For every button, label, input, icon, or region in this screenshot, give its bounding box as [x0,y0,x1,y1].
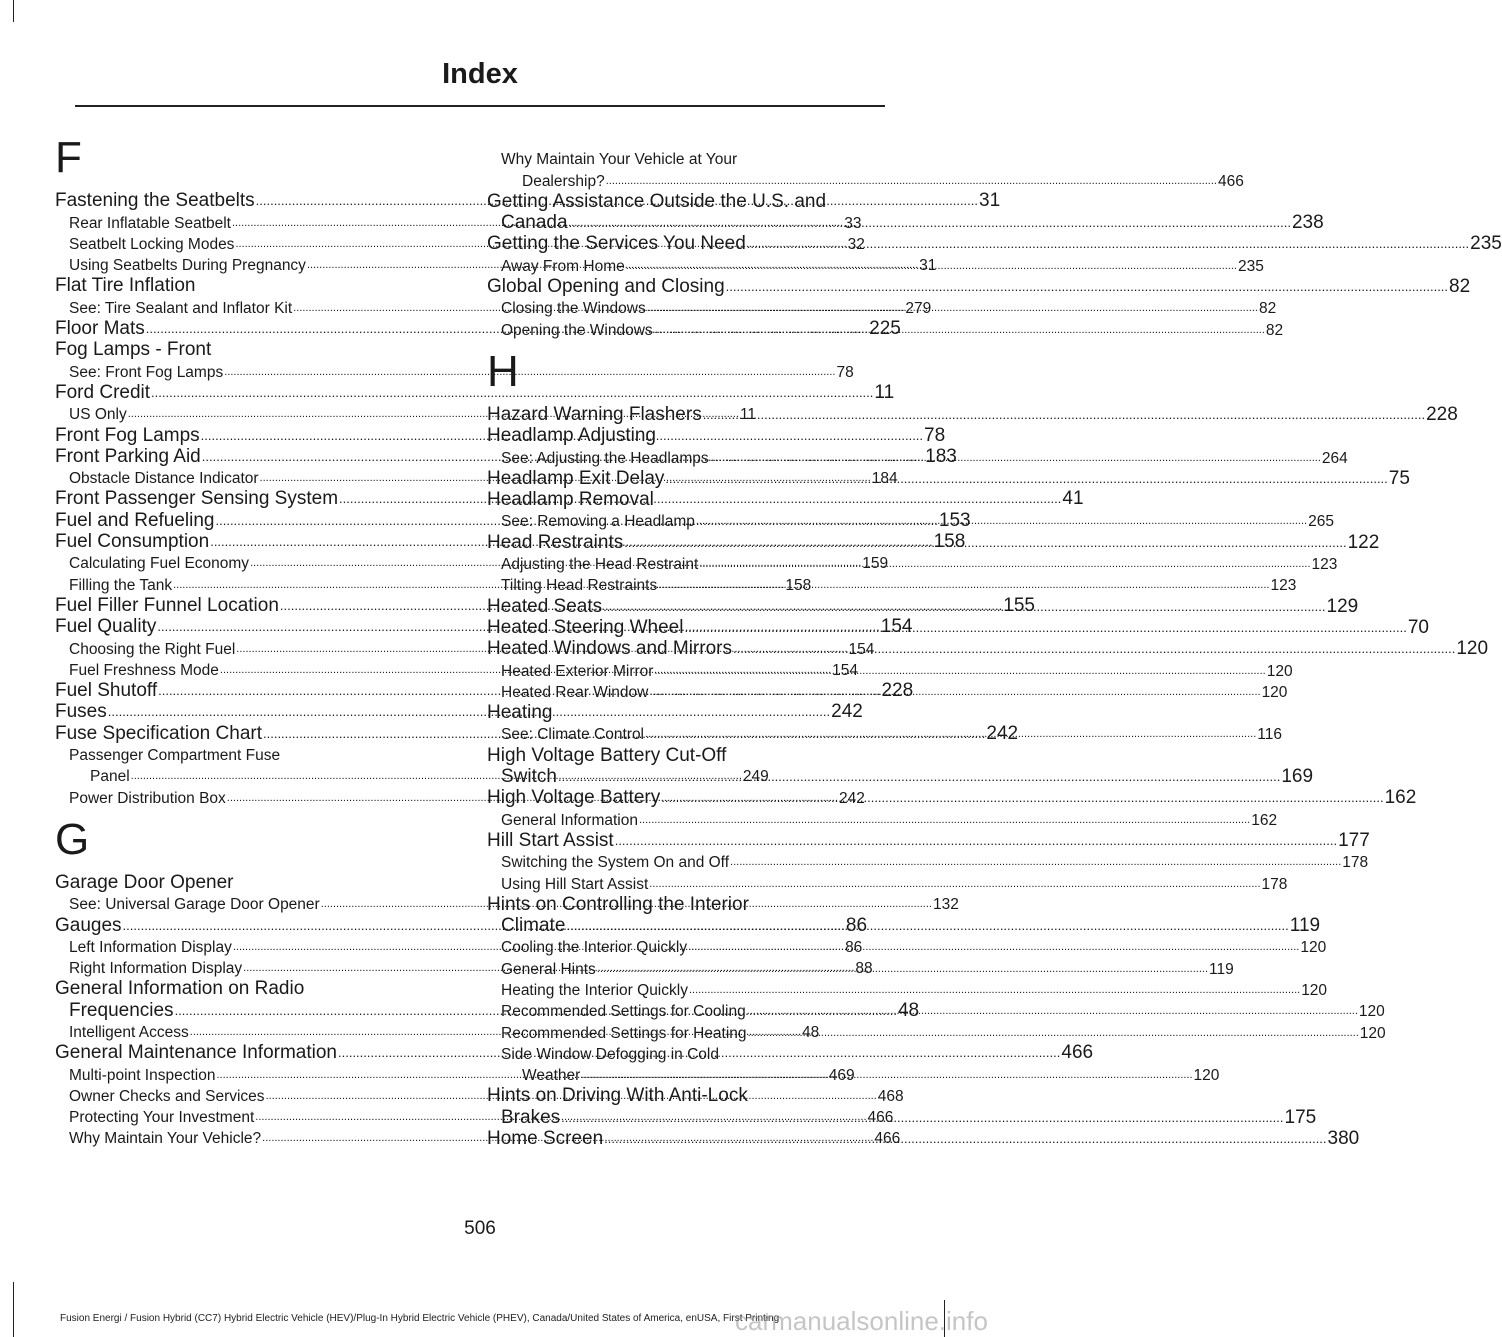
entry-text: Fog Lamps - Front [55,339,212,361]
entry-text: General Maintenance Information [55,1042,337,1064]
entry-text: Hill Start Assist [487,829,614,851]
dot-leader [639,809,1250,830]
dot-leader [658,574,1269,595]
index-entry [487,403,1458,425]
index-subentry [487,936,1327,957]
page-reference: 159 [862,555,889,573]
page-reference: 119 [1209,960,1234,978]
entry-text: Owner Checks and Services [69,1087,265,1105]
entry-text: Fuses [55,701,107,723]
page-reference: 120 [1456,638,1489,660]
crop-mark [13,0,14,22]
entry-text: General Information on Radio [55,978,305,1000]
page-reference: 48 [897,999,920,1021]
entry-text: Calculating Fuel Economy [69,555,250,573]
entry-text: Why Maintain Your Vehicle at Your [501,151,738,169]
entry-text: Recommended Settings for Heating [501,1024,747,1042]
page-reference: 169 [1281,766,1314,788]
page-reference: 120 [1193,1067,1220,1085]
page-reference: 242 [986,722,1019,744]
page-reference: 242 [831,701,863,723]
dot-leader [624,531,1346,553]
dot-leader [726,275,1448,297]
dot-leader [684,616,1406,638]
page-reference: 238 [1291,212,1324,234]
entry-text: Hints on Controlling the Interior [487,893,749,915]
page-reference: 466 [867,1109,894,1127]
entry-text: Getting the Services You Need [487,233,746,255]
index-entry [55,339,447,360]
index-subentry [487,851,1369,872]
dot-leader [661,786,1383,808]
index-subentry [55,360,854,381]
entry-text: Passenger Compartment Fuse [69,747,281,765]
index-subentry [487,574,1297,595]
page-reference: 123 [1311,556,1338,574]
entry-text: Power Distribution Box [69,789,226,807]
index-subentry [487,979,1328,1000]
index-entry [487,276,1471,298]
page-reference: 235 [1237,257,1264,275]
entry-text: See: Universal Garage Door Opener [69,896,320,914]
entry-text: Flat Tire Inflation [55,275,196,297]
dot-leader [689,979,1300,1000]
dot-leader [603,595,1325,617]
index-entry [55,872,447,893]
entry-text: Switching the System On and Off [501,854,730,872]
entry-text: US Only [69,406,127,424]
index-entry [55,275,447,296]
page-reference: 120 [1358,1003,1385,1021]
entry-text: Right Information Display [69,960,243,978]
page-reference: 132 [932,896,959,914]
page-number: 506 [464,1218,496,1239]
entry-text: Away From Home [501,257,625,275]
entry-text: Canada [501,212,568,234]
entry-text: Heated Steering Wheel [487,616,684,638]
index-subentry [487,1021,1386,1042]
dot-leader [654,319,1265,340]
index-entry [487,787,1417,809]
entry-text: Seatbelt Locking Modes [69,235,235,253]
dot-leader [696,510,1307,531]
page-reference: 242 [839,789,865,807]
page-reference: 265 [1308,513,1334,531]
dot-leader [748,1022,1359,1043]
entry-text: See: Tire Sealant and Inflator Kit [69,299,293,317]
entry-text: Ford Credit [55,381,151,403]
index-subentry [487,1043,879,1064]
dot-leader [615,829,1337,851]
page-reference: 88 [855,960,873,978]
entry-text: Hazard Warning Flashers [487,403,702,425]
entry-text: General Hints [501,960,596,978]
entry-text: Fastening the Seatbelts [55,190,255,212]
page-reference: 162 [1384,787,1417,809]
page-reference: 264 [1321,449,1348,467]
dot-leader [747,1000,1358,1021]
entry-text: Panel [90,768,130,786]
dot-leader [606,170,1217,191]
page-reference: 82 [1265,321,1284,339]
entry-text: Obstacle Distance Indicator [69,470,259,488]
entry-text: Heated Rear Window [501,683,649,701]
dot-leader [654,660,1265,681]
index-entry [487,489,879,510]
entry-text: Fuel Freshness Mode [69,661,219,679]
index-subentry [487,148,879,169]
page-reference: 158 [933,531,966,553]
entry-text: Garage Door Opener [55,871,234,893]
index-entry [487,829,1370,851]
entry-text: See: Climate Control [501,726,645,744]
entry-text: See: Adjusting the Headlamps [501,449,709,467]
index-subentry [487,1064,1220,1085]
dot-leader [699,553,1310,574]
dot-leader [733,637,1455,659]
page-reference: 155 [1003,594,1035,616]
page-reference: 120 [1266,662,1293,680]
page-reference: 154 [880,616,913,638]
entry-text: Headlamp Exit Delay [487,467,665,489]
page-reference: 178 [1261,875,1288,893]
entry-text: Home Screen [487,1128,604,1150]
entry-text: Front Parking Aid [55,445,201,467]
entry-text: Recommended Settings for Cooling [501,1003,746,1021]
page-reference: 41 [1062,488,1084,510]
page-reference: 228 [1426,403,1458,425]
page-reference: 86 [845,914,868,936]
dot-leader [604,1127,1326,1149]
dot-leader [649,873,1260,894]
page-reference: 184 [871,470,898,488]
dot-leader [561,1106,1283,1128]
index-entry [487,766,1314,788]
entry-text: Heated Exterior Mirror [501,662,654,680]
entry-text: Weather [522,1067,581,1085]
page-reference: 82 [1449,276,1471,298]
dot-leader [649,681,1260,702]
page-reference: 228 [881,680,914,702]
page-reference: 469 [828,1066,855,1084]
entry-text: Heated Seats [487,595,603,617]
dot-leader [569,211,1291,233]
entry-text: General Information [501,811,638,829]
dot-leader [626,255,1237,276]
entry-text: Multi-point Inspection [69,1066,216,1084]
page-reference: 11 [874,381,895,403]
index-entry [487,702,879,723]
index-entry [487,744,879,765]
index-entry [55,381,895,403]
entry-text: Dealership? [522,172,605,190]
entry-text: Climate [501,915,566,937]
entry-text: Front Passenger Sensing System [55,488,339,510]
page-reference: 31 [919,257,937,275]
page-reference: 116 [1257,726,1282,744]
page-reference: 279 [905,299,932,317]
entry-text: Floor Mats [55,318,145,340]
index-entry [487,191,879,212]
index-subentry [487,553,1338,574]
page-reference: 122 [1347,531,1380,553]
entry-text: Left Information Display [69,938,232,956]
index-entry [487,1085,879,1106]
entry-text: Heating [487,702,553,724]
entry-text: Head Restraints [487,531,624,553]
entry-text: See: Front Fog Lamps [69,363,224,381]
page-reference: 235 [1470,233,1502,255]
header-rule [75,105,885,107]
page-reference: 466 [874,1130,901,1148]
page-reference: 153 [938,509,971,531]
dot-leader [645,723,1256,744]
crop-mark [13,1282,14,1337]
entry-text: Closing the Windows [501,300,646,318]
index-entry [487,212,1324,234]
index-subentry [487,872,1288,893]
page-reference: 154 [832,661,859,679]
page-reference: 249 [742,768,769,786]
index-entry [487,233,1502,255]
page-reference: 177 [1338,829,1370,851]
entry-text: Heating the Interior Quickly [501,981,688,999]
page-reference: 154 [848,640,875,658]
page-reference: 466 [1217,172,1244,190]
page-reference: 48 [802,1023,820,1041]
entry-text: Fuel Shutoff [55,680,158,702]
entry-text: Intelligent Access [69,1023,189,1041]
entry-text: Using Hill Start Assist [501,875,649,893]
page-reference: 380 [1327,1128,1360,1150]
entry-text: High Voltage Battery Cut-Off [487,744,727,766]
page-reference: 123 [1270,577,1297,595]
page-reference: 33 [844,214,862,232]
page-reference: 120 [1359,1024,1386,1042]
dot-leader [710,447,1321,468]
entry-text: Switch [501,766,557,788]
page-reference: 78 [836,363,854,381]
dot-leader [566,914,1288,936]
page-title: Index [442,58,518,90]
page-reference: 82 [1258,300,1277,318]
page-reference: 11 [739,406,757,424]
entry-text: Why Maintain Your Vehicle? [69,1130,262,1148]
index-entry [487,915,1321,937]
entry-text: Gauges [55,914,122,936]
entry-text: Fuel and Refueling [55,509,215,531]
index-entry [487,894,879,915]
page-reference: 162 [1251,811,1278,829]
watermark: carmanualsonline.info [735,1306,988,1336]
index-entry [487,425,879,446]
page-reference: 120 [1261,683,1288,701]
entry-text: High Voltage Battery [487,787,661,809]
section-letter: F [55,133,82,182]
entry-text: Headlamp Removal [487,489,654,511]
entry-text: Filling the Tank [69,576,173,594]
page-reference: 178 [1342,854,1369,872]
index-subentry [55,744,447,765]
page-reference: 119 [1289,915,1321,937]
page-reference: 468 [877,1087,904,1105]
entry-text: Global Opening and Closing [487,276,725,298]
entry-text: Hints on Driving With Anti-Lock [487,1085,748,1107]
page-reference: 120 [1301,981,1328,999]
entry-text: Fuse Specification Chart [55,722,262,744]
entry-text: Frequencies [69,999,174,1021]
entry-text: Front Fog Lamps [55,424,200,446]
dot-leader [581,1064,1192,1085]
section-letter: G [55,814,90,864]
index-subentry [487,659,1293,680]
entry-text: Getting Assistance Outside the U.S. and [487,190,827,212]
page-reference: 75 [1388,467,1410,489]
entry-text: Brakes [501,1106,561,1128]
page-reference: 32 [847,235,865,253]
page-reference: 225 [869,318,901,340]
entry-text: Protecting Your Investment [69,1109,255,1127]
index-subentry [487,957,1234,978]
page-reference: 86 [845,938,863,956]
dot-leader [647,297,1258,318]
entry-text: Using Seatbelts During Pregnancy [69,257,306,275]
entry-text: See: Removing a Headlamp [501,513,695,531]
entry-text: Adjusting the Head Restraint [501,556,699,574]
entry-text: Headlamp Adjusting [487,425,656,447]
dot-leader [558,765,1280,787]
entry-text: Fuel Consumption [55,531,210,553]
dot-leader [597,958,1208,979]
dot-leader [688,936,1299,957]
page-reference: 466 [1061,1042,1094,1064]
entry-text: Rear Inflatable Seatbelt [69,214,231,232]
page-reference: 70 [1407,616,1429,638]
entry-text: Fuel Quality [55,616,157,638]
entry-text: Fuel Filler Funnel Location [55,594,279,616]
entry-text: Heated Windows and Mirrors [487,638,732,660]
page-reference: 158 [785,576,812,594]
section-letter: H [487,346,519,396]
entry-text: Choosing the Right Fuel [69,640,236,658]
page-reference: 120 [1300,939,1327,957]
entry-text: Cooling the Interior Quickly [501,939,688,957]
page-reference: 129 [1326,595,1359,617]
page-reference: 78 [924,424,946,446]
page-reference: 31 [979,190,1001,212]
entry-text: Opening the Windows [501,321,653,339]
footer-text: Fusion Energi / Fusion Hybrid (CC7) Hybrid Electric Vehicle (HEV)/Plug-In Hybrid Electric Vehicle (PHEV), Canada/United States of America, enUSA, First Printing [60,1313,780,1324]
dot-leader [747,232,1469,254]
index-entry [55,978,447,999]
entry-text: Tilting Head Restraints [501,577,658,595]
dot-leader [665,467,1387,489]
page-reference: 175 [1284,1106,1317,1128]
index-subentry [487,808,1278,829]
index-entry [487,638,1489,660]
dot-leader [703,403,1425,425]
dot-leader [730,851,1341,872]
index-subentry [487,169,1244,190]
page-reference: 183 [925,445,957,467]
entry-text: Side Window Defogging in Cold [501,1045,719,1063]
